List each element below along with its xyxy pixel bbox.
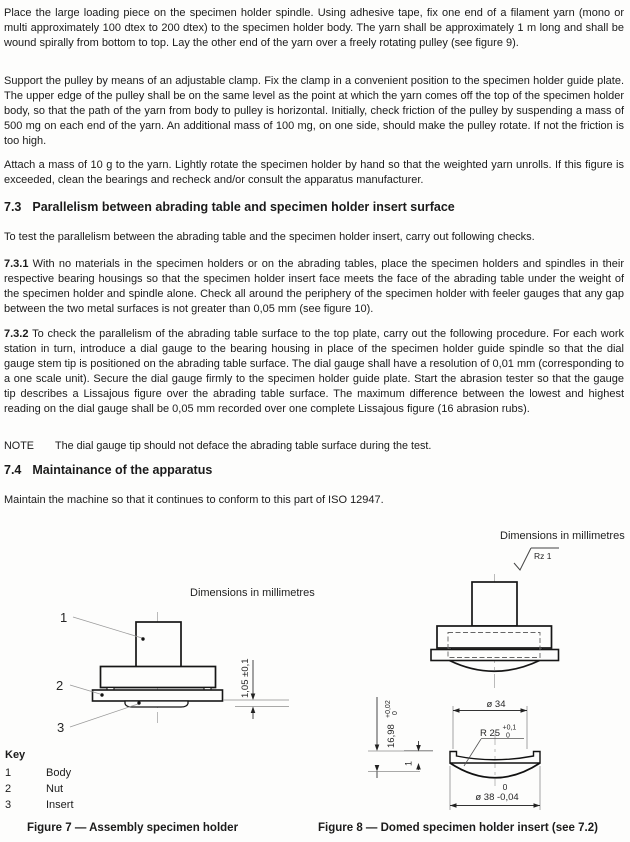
figure8-caption: Figure 8 — Domed specimen holder insert (see 7.2)	[318, 822, 598, 834]
r25-label: R 25	[480, 728, 501, 739]
figure7-part-label-3: 3	[57, 720, 65, 735]
paragraph-attach-mass: Attach a mass of 10 g to the yarn. Lightly rotate the specimen holder by hand so that the weighted yarn unrolls. If this figure is exceeded, clean the bearings and recheck and/or consult the apparatus manufacturer.	[4, 159, 624, 186]
figure7-part-label-1: 1	[60, 610, 68, 625]
key-label: Nut	[46, 783, 64, 795]
figure7-drawing	[20, 598, 310, 748]
r25-tol-lower: 0	[506, 732, 510, 740]
h1698-tol-lower: 0	[392, 711, 399, 715]
key-number: 2	[5, 783, 12, 795]
key-row	[5, 781, 74, 797]
dia38-label: ø 38 -0,04	[475, 792, 519, 803]
key-title: Key	[5, 749, 26, 761]
key-label: Insert	[46, 799, 74, 811]
paragraph-maintain: Maintain the machine so that it continues to conform to this part of ISO 12947.	[4, 494, 384, 506]
h1698-tol-upper: +0,02	[385, 700, 392, 718]
heading-7-3	[4, 199, 455, 215]
clause-text: With no materials in the specimen holders or on the abrading tables, place the specimen holders and spindles in their respective bearing housings so that the specimen holder insert face meets the face of the abrading table under the weight of the specimen holder and spindle alone. Check all around the periphery of the specimen holder with feeler gauges that any gap between the two metal surfaces is not greater than 0,05 mm (see figure 10).	[4, 258, 624, 315]
lip-dimension-label: 1	[403, 760, 414, 766]
clause-text: To check the parallelism of the abrading table surface to the top plate, carry out the following procedure. For each work station in turn, introduce a dial gauge to the bearing housing in place of the specimen holder guide spindle so that the dial gauge stem tip is positioned on the abrading table surface. The dial gauge shall have a resolution of 0,01 mm (corresponding to a one scale unit). Secure the dial gauge firmly to the specimen holder guide plate. Start the abrasion tester so that the gauge tip describes a Lissajous figure over the abrading table surface. The maximum difference between the lowest and highest reading on the dial gauge shall be 0,05 mm recorded over one complete Lissajous figure (16 abrasion rubs).	[4, 328, 624, 415]
key-number: 3	[5, 799, 12, 811]
note-text: The dial gauge tip should not deface the abrading table surface during the test.	[55, 440, 432, 452]
r25-tol-upper: +0,1	[502, 724, 517, 732]
key-label: Body	[46, 767, 72, 779]
dimensions-note-figure8: Dimensions in millimetres	[500, 530, 625, 542]
clause-number: 7.3.1	[4, 258, 29, 270]
paragraph-parallelism-intro: To test the parallelism between the abrading table and the specimen holder insert, carry out following checks.	[4, 231, 535, 243]
note-line	[4, 439, 624, 453]
figure7-nut-outline	[93, 690, 223, 701]
heading-number: 7.4	[4, 463, 22, 477]
dia38-tol-upper: 0	[502, 782, 508, 792]
h1698-label-group	[385, 700, 399, 748]
figure8-drawing	[355, 542, 630, 814]
paragraph-loading-piece: Place the large loading piece on the specimen holder spindle. Using adhesive tape, fix one end of a filament yarn (mono or multi approximately 100 dtex to 200 dtex) to the specimen holder body. The yarn shall be approximately 1 m long and shall be wound spirally from bottom to top. Lay the other end of the yarn over a freely rotating pulley (see figure 9).	[4, 7, 624, 49]
figure7-dim-1-05: 1,05 ±0,1	[240, 658, 251, 698]
clause-7-3-1	[4, 257, 624, 317]
figure7-insert-outline	[125, 701, 188, 707]
paragraph-pulley-support: Support the pulley by means of an adjustable clamp. Fix the clamp in a convenient position to the specimen holder guide plate. The upper edge of the pulley shall be on the same level as the point at which the yarn comes off the top of the specimen holder body, so that the path of the yarn from body to pulley is horizontal. Initially, check friction of the pulley by suspending a mass of 500 mg on each end of the yarn. An additional mass of 100 mg, on one side, should make the pulley rotate. If not the friction is too high.	[4, 75, 624, 147]
dia34-label: ø 34	[486, 699, 506, 710]
heading-title: Parallelism between abrading table and specimen holder insert surface	[32, 200, 455, 214]
h1698-dimension	[368, 697, 433, 778]
key-row	[5, 765, 74, 781]
heading-7-4	[4, 462, 212, 478]
figure7-dimension-lines	[223, 660, 289, 719]
clause-number: 7.3.2	[4, 328, 29, 340]
figure7-caption: Figure 7 — Assembly specimen holder	[26, 822, 239, 834]
clause-7-3-2	[4, 327, 624, 417]
heading-number: 7.3	[4, 200, 22, 214]
note-label: NOTE	[4, 440, 34, 452]
key-row	[5, 797, 74, 813]
figure7-key	[5, 747, 74, 813]
key-number: 1	[5, 767, 12, 779]
figure8-roughness-label: Rz 1	[534, 551, 552, 561]
figure7-body-outline	[101, 622, 216, 691]
dimensions-note-figure7: Dimensions in millimetres	[190, 587, 315, 599]
figure8-assembly-outline	[431, 582, 559, 661]
figure7-part-label-2: 2	[56, 678, 64, 693]
heading-title: Maintainance of the apparatus	[32, 463, 213, 477]
h1698-label: 16,98	[386, 724, 397, 748]
